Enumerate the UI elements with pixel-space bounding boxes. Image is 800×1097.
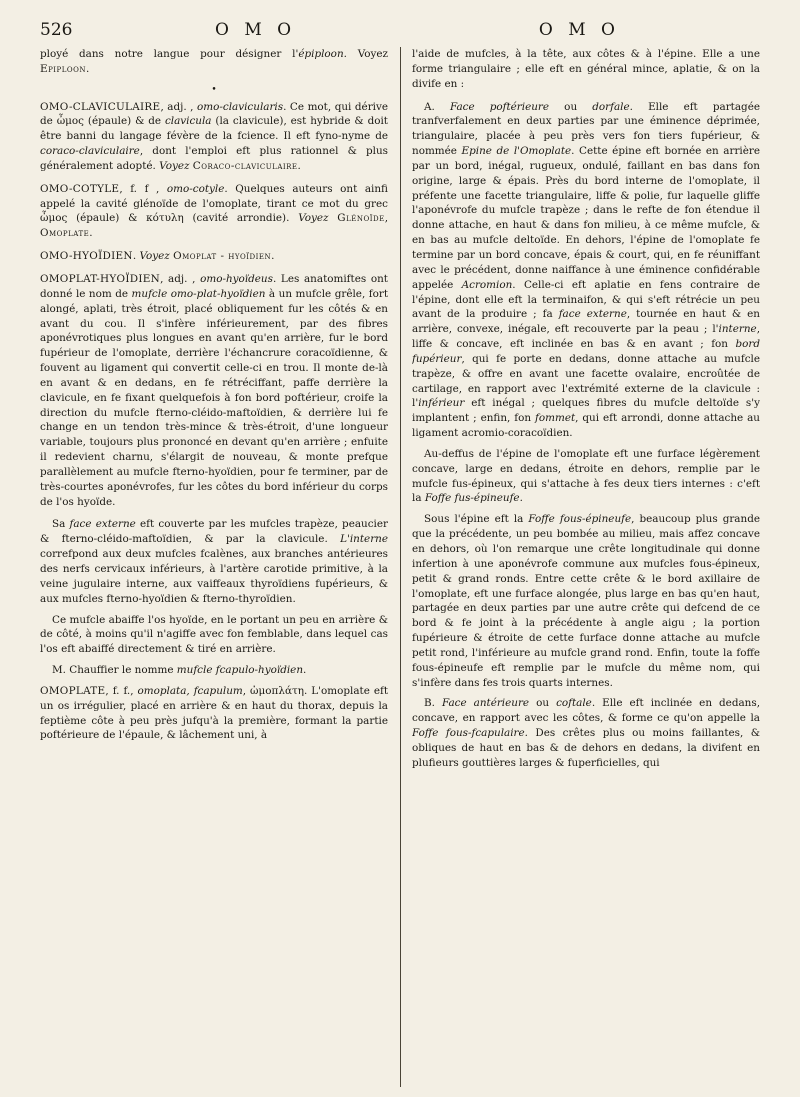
entry-omo-claviculaire xyxy=(40,100,388,174)
text-run: ou xyxy=(529,697,557,710)
entry-paragraph xyxy=(412,100,760,441)
text-run: M. Chauffier le nomme xyxy=(52,664,177,677)
entry-paragraph xyxy=(412,47,760,92)
text-run: , beaucoup plus grande que la précédente, un peu bombée au milieu, mais affez concave en dehors, où l'on remarque une crête longitudinale qui donne infertion à une aponévrofe commune aux mufcles fous-épineux, petit & grand ronds. Entre cette crête & le bord axillaire de l'omoplate, eft une furface alongée, plus large en bas qu'en haut, partagée en deux parties par une autre crête qui defcend de ce bord & fe joint à la précédente à angle aigu ; la portion fupérieure & étroite de cette furface donne attache au mufcle petit rond, l'inférieure au mufcle grand rond. Enfin, toute la foffe fous-épineufe eft remplie par le mufcle du même nom, qui s'infère dans fes trois quarts internes. xyxy=(412,513,760,689)
text-run: Acromion xyxy=(461,278,513,291)
text-run: , tournée en haut & en arrière, convexe, inégale, eft recouverte par la peau ; l' xyxy=(412,308,760,336)
text-run: . Elle eft partagée tranfverfalement en deux parties par une éminence déprimée, triangulaire, placée à peu près vers fon tiers fupérieur, & nommée xyxy=(412,100,760,158)
text-run: . Cette épine eft bornée en arrière par un bord, inégal, rugueux, ondulé, faillant en bas dans fon origine, large & épais. Près du bord interne de l'omoplate, il préfente une facette triangulaire, liffe & polie, fur laquelle gliffe l'aponévrofe du mufcle trapèze ; dans le refte de fon étendue il donne attache, en haut & dans fon milieu, à ce même mufcle, & en bas au mufcle deltoïde. En dehors, l'épine de l'omoplate fe termine par un bord concave, épais & court, qui, en fe réuniffant avec le précédent, donne naiffance à une éminence confidérable appelée xyxy=(412,145,760,291)
running-head-left: O M O xyxy=(215,20,297,40)
text-run: eft inégal ; quelques fibres du mufcle deltoïde s'y implantent ; enfin, fon xyxy=(412,397,760,425)
entry-omoplat-hyoidien xyxy=(40,272,388,678)
text-run: . Celle-ci eft aplatie en fens contraire de l'épine, dont elle eft la terminaifon, & qui s'eft rétrécie un peu avant de la produire ; fa xyxy=(412,278,760,321)
headword: OMO-COTYLE xyxy=(40,182,120,195)
text-run: Au-deffus de l'épine de l'omoplate eft une furface légèrement concave, large en dedans, étroite en dehors, remplie par le mufcle fus-épineux, qui s'attache à fes deux tiers internes : c'eft la xyxy=(412,447,760,505)
text-run: , adj. , xyxy=(160,100,198,113)
text-run xyxy=(329,212,338,224)
text-run: coraco-claviculaire xyxy=(40,145,140,158)
entry-paragraph xyxy=(412,696,760,770)
entry-paragraph xyxy=(412,447,760,506)
text-run: , f. f., xyxy=(105,684,138,697)
text-run: . Elle eft inclinée en dedans, concave, en rapport avec les côtes, & forme ce qu'on appelle la xyxy=(412,697,760,725)
text-run: omo-hyoïdeus xyxy=(200,272,273,285)
text-run: . xyxy=(519,492,523,505)
text-run: ou xyxy=(549,100,593,113)
text-run: (la clavicule), est hybride & doit être banni du langage févère de la fcience. Il eft fyno-nyme de xyxy=(40,115,388,143)
text-run: . Les anatomiftes ont donné le nom de xyxy=(40,272,388,300)
ornament-dot: • xyxy=(211,84,217,95)
text-run: . xyxy=(297,159,301,172)
cross-reference: Epiploon xyxy=(40,62,87,75)
text-run: Epine de l'Omoplate xyxy=(461,145,572,158)
entry-omo-hyoidien xyxy=(40,249,388,264)
text-run: ployé dans notre langue pour désigner l' xyxy=(40,48,299,60)
text-run: clavicula xyxy=(164,115,212,128)
text-run: , ὠμοπλάτη. L'omoplate eft un os irrégulier, placé en arrière & en haut du thorax, depuis la feptième côte à peu près jufqu'à la première, formant la partie poftérieure de l'épaule, & lâchement uni, à xyxy=(40,684,388,742)
text-run: A. xyxy=(424,100,450,113)
text-run: Foffe fus-épineufe xyxy=(424,492,520,505)
text-run: mufcle fcapulo-hyoïdien xyxy=(176,664,304,677)
text-run: coftale xyxy=(556,697,592,710)
text-run: omoplata, fcapulum xyxy=(137,684,243,697)
text-run: B. xyxy=(424,697,442,710)
entry-omo-cotyle xyxy=(40,182,388,241)
text-run: omo-cotyle xyxy=(166,182,225,195)
cross-reference: Coraco-claviculaire xyxy=(192,159,298,172)
text-run: Foffe fous-fcapulaire xyxy=(412,727,525,740)
text-run: Sa xyxy=(52,518,70,531)
headword: OMOPLATE xyxy=(40,684,106,697)
entry-paragraph xyxy=(40,613,388,658)
text-run: omo-clavicularis xyxy=(197,100,284,113)
text-run: , dont l'emploi eft plus rationnel & plus généralement adopté. xyxy=(40,145,388,172)
column-divider xyxy=(400,47,401,1087)
text-run: mufcle omo-plat-hyoïdien xyxy=(131,287,266,300)
text-run: . xyxy=(132,250,140,263)
text-run: dorfale xyxy=(592,100,630,113)
text-run: , xyxy=(384,212,388,225)
text-run: l'aide de mufcles, à la tête, aux côtes & à l'épine. Elle a une forme triangulaire ; elle eft en général mince, aplatie, & on la divife en : xyxy=(412,48,760,90)
text-run: , liffe & concave, eft inclinée en bas & en avant ; fon xyxy=(412,323,760,351)
text-run: . Voyez xyxy=(343,48,388,60)
text-run: , qui fe porte en dedans, donne attache au mufcle trapèze, & offre en avant une facette ovalaire, encroûtée de cartilage, en rapport avec l'extrémité externe de la clavicule : l' xyxy=(412,352,760,410)
text-run: face externe xyxy=(69,518,136,531)
text-run: correfpond aux deux mufcles fcalènes, aux branches antérieures des nerfs cervicaux inférieurs, à l'artère carotide primitive, à la veine jugulaire interne, aux vaiffeaux thyroïdiens fupérieurs, & aux mufcles fterno-hyoïdien & fterno-thyroïdien. xyxy=(40,548,388,605)
cross-reference: Glénoïde xyxy=(337,212,385,225)
text-run: Foffe fous-épineufe xyxy=(528,513,632,526)
text-run: Voyez xyxy=(298,212,329,225)
text-run: . xyxy=(86,62,90,75)
left-column xyxy=(40,47,388,1087)
page-number: 526 xyxy=(40,20,73,40)
entry-paragraph xyxy=(412,512,760,690)
headword: OMO-HYOÏDIEN xyxy=(40,250,133,263)
entry-paragraph xyxy=(40,272,388,510)
text-run: bord fupérieur xyxy=(412,338,760,365)
text-run: L'interne xyxy=(340,533,388,546)
running-head-right: O M O xyxy=(538,20,620,40)
continued-text xyxy=(40,47,388,77)
entry-paragraph xyxy=(40,663,388,678)
text-run: eft couverte par les mufcles trapèze, peaucier & fterno-cléido-maftoïdien, & par la clavicule. xyxy=(40,518,388,546)
cross-reference: Omoplat - hyoïdien xyxy=(173,250,272,263)
headword: OMO-CLAVICULAIRE xyxy=(40,100,161,113)
text-run: , f. f , xyxy=(119,182,167,195)
entry-omoplate xyxy=(40,684,388,743)
text-run: inférieur xyxy=(418,397,465,410)
text-run: épiploon xyxy=(298,48,344,60)
text-run: . Ce mot, qui dérive de ὦμος (épaule) & de xyxy=(40,100,388,128)
page-header xyxy=(40,16,760,46)
text-run: fommet xyxy=(535,412,576,425)
text-run: Ce mufcle abaiffe l'os hyoïde, en le portant un peu en arrière & de côté, à moins qu'il n'agiffe avec fon femblable, dans lequel cas l'os eft abaiffé directement & tiré en arrière. xyxy=(40,613,388,656)
text-run: à un mufcle grêle, fort alongé, aplati, très étroit, placé obliquement fur les côtés & en avant du cou. Il s'infère inférieurement, par des fibres aponévrotiques plus longues en avant qu'en arrière, fur le bord fupérieur de l'omoplate, derrière l'échancrure coracoïdienne, & fouvent au ligament qui convertit celle-ci en trou. Il monte de-là en avant & en dedans, en fe rétréciffant, paffe derrière la clavicule, en fe fixant quelquefois à fon bord poftérieur, croife la direction du mufcle fterno-cléido-maftoïdien, & derrière lui fe change en un tendon très-mince & très-étroit, d'une longueur variable, toujours plus prononcé en devant qu'en arrière ; enfuite il redevient charnu, s'élargit de nouveau, & monte prefque parallèlement au mufcle fterno-hyoïdien, pour fe terminer, par de très-courtes aponévrofes, fur les côtes du bord inférieur du corps de l'os hyoïde. xyxy=(40,287,388,508)
right-column xyxy=(412,47,760,1087)
text-run: interne xyxy=(718,323,757,336)
text-run: . Des crêtes plus ou moins faillantes, & obliques de haut en bas & de dehors en dedans, la divifent en plufieurs gouttières larges & fuperficielles, qui xyxy=(412,727,760,769)
text-run: , adj. , xyxy=(160,272,201,285)
text-run: Voyez xyxy=(159,159,190,172)
text-run: Face poftérieure xyxy=(449,100,550,113)
text-run: face externe xyxy=(558,308,627,321)
text-run: . xyxy=(303,664,307,677)
text-run: . xyxy=(271,250,275,263)
text-run: , qui eft arrondi, donne attache au ligament acromio-coracoïdien. xyxy=(412,412,760,440)
text-run: . Quelques auteurs ont ainfi appelé la cavité glénoïde de l'omoplate, tirant ce mot du grec ὦμος (épaule) & κότυλη (cavité arrondie). xyxy=(40,182,388,225)
text-run: Face antérieure xyxy=(441,697,530,710)
entry-paragraph xyxy=(40,517,388,606)
cross-reference: Omoplate xyxy=(40,227,90,240)
text-run: Voyez xyxy=(139,250,170,263)
text-run: . xyxy=(89,227,93,240)
text-run: Sous l'épine eft la xyxy=(424,513,529,526)
headword: OMOPLAT-HYOÏDIEN xyxy=(40,272,161,285)
